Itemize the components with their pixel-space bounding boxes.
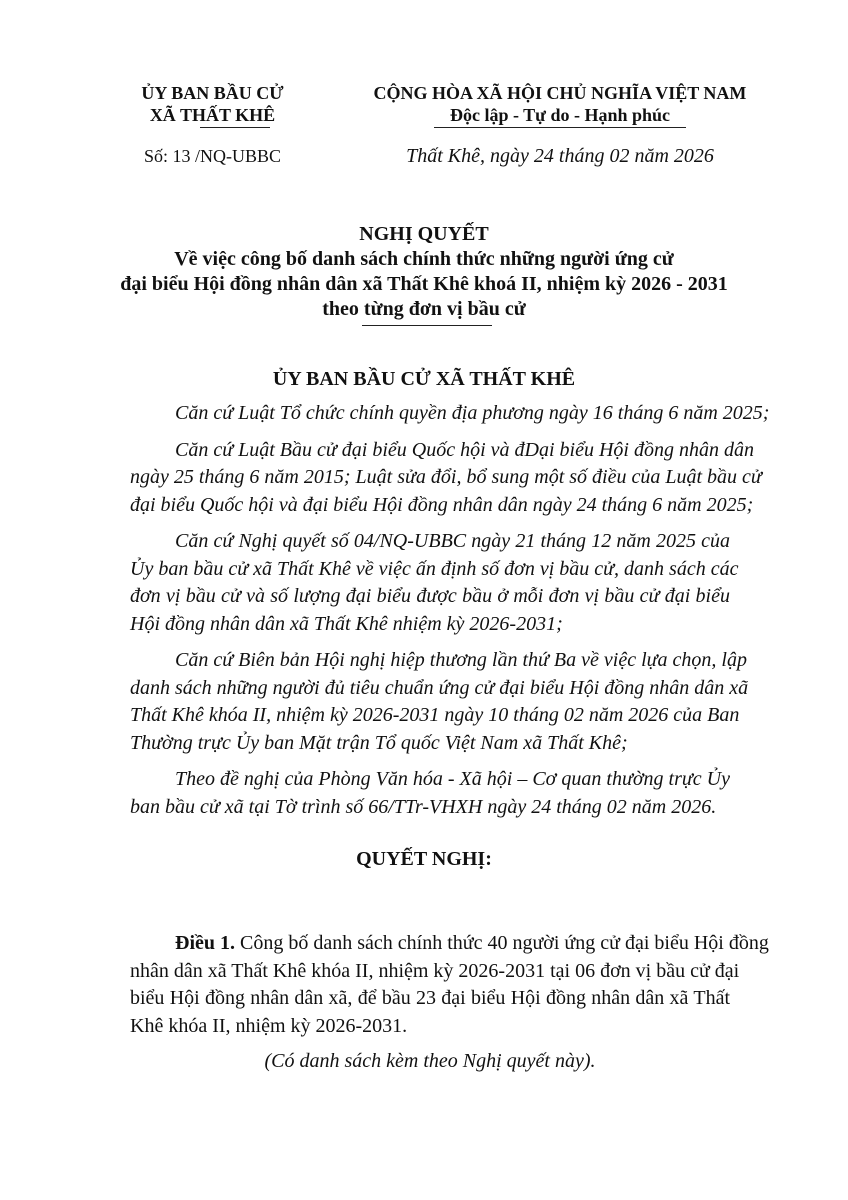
subject-line: Về việc công bố danh sách chính thức những người ứng cử bbox=[174, 248, 674, 270]
document-type: NGHỊ QUYẾT bbox=[359, 223, 489, 245]
text-line: Thất Khê khóa II, nhiệm kỳ 2026-2031 ngày 10 tháng 02 năm 2026 của Ban bbox=[130, 704, 740, 726]
text-line: danh sách những người đủ tiêu chuẩn ứng cử đại biểu Hội đồng nhân dân xã bbox=[130, 676, 749, 699]
text-line: Theo đề nghị của Phòng Văn hóa - Xã hội – Cơ quan thường trực Ủy bbox=[175, 768, 730, 790]
org-line-1: ỦY BAN BẦU CỬ bbox=[141, 83, 284, 103]
org-line-2: XÃ THẤT KHÊ bbox=[149, 105, 276, 125]
text-line: đơn vị bầu cử và số lượng đại biểu được bầu ở mỗi đơn vị bầu cử đại biểu bbox=[130, 585, 730, 607]
subject-line: theo từng đơn vị bầu cử bbox=[322, 298, 526, 320]
issuer-heading: ỦY BAN BẦU CỬ XÃ THẤT KHÊ bbox=[272, 368, 576, 390]
article-label: Điều 1. bbox=[175, 932, 235, 954]
attachment-note: (Có danh sách kèm theo Nghị quyết này). bbox=[264, 1050, 596, 1072]
text-line: Khê khóa II, nhiệm kỳ 2026-2031. bbox=[130, 1014, 408, 1037]
text-line: ban bầu cử xã tại Tờ trình số 66/TTr-VHXH ngày 24 tháng 02 năm 2026. bbox=[130, 795, 717, 818]
text-line: Căn cứ Biên bản Hội nghị hiệp thương lần thứ Ba về việc lựa chọn, lập bbox=[175, 649, 747, 671]
text-line: Căn cứ Luật Bầu cử đại biểu Quốc hội và đDại biểu Hội đồng nhân dân bbox=[175, 438, 754, 461]
document-title bbox=[100, 222, 748, 322]
preamble-paragraph bbox=[130, 647, 749, 757]
issuing-org bbox=[120, 82, 305, 126]
document-number: Số: 13 /NQ-UBBC bbox=[143, 146, 282, 166]
text-line: Căn cứ Luật Tổ chức chính quyền địa phương ngày 16 tháng 6 năm 2025; bbox=[175, 402, 770, 424]
preamble-paragraph bbox=[130, 400, 770, 428]
text-line: Thường trực Ủy ban Mặt trận Tổ quốc Việt Nam xã Thất Khê; bbox=[130, 731, 628, 754]
decision-heading: QUYẾT NGHỊ: bbox=[356, 848, 492, 870]
preamble-paragraph bbox=[130, 766, 730, 821]
title-underline bbox=[362, 325, 492, 326]
article-1 bbox=[130, 930, 769, 1040]
text-line: nhân dân xã Thất Khê khóa II, nhiệm kỳ 2026-2031 tại 06 đơn vị bầu cử đại bbox=[130, 959, 740, 982]
preamble-paragraph bbox=[130, 528, 739, 638]
text-line: Hội đồng nhân dân xã Thất Khê nhiệm kỳ 2026-2031; bbox=[130, 612, 563, 635]
national-motto: Độc lập - Tự do - Hạnh phúc bbox=[449, 105, 671, 125]
preamble-paragraph bbox=[130, 437, 762, 520]
text-line: Ủy ban bầu cử xã Thất Khê về việc ấn định số đơn vị bầu cử, danh sách các bbox=[130, 557, 739, 580]
text-line: ngày 25 tháng 6 năm 2015; Luật sửa đổi, bổ sung một số điều của Luật bầu cử bbox=[130, 466, 762, 488]
subject-line: đại biểu Hội đồng nhân dân xã Thất Khê khoá II, nhiệm kỳ 2026 - 2031 bbox=[120, 273, 728, 295]
nation-name: CỘNG HÒA XÃ HỘI CHỦ NGHĨA VIỆT NAM bbox=[373, 83, 747, 103]
org-underline bbox=[200, 127, 270, 128]
text-line: Căn cứ Nghị quyết số 04/NQ-UBBC ngày 21 tháng 12 năm 2025 của bbox=[175, 530, 730, 552]
place-date: Thất Khê, ngày 24 tháng 02 năm 2026 bbox=[406, 145, 714, 167]
text-line: đại biểu Quốc hội và đại biểu Hội đồng nhân dân ngày 24 tháng 6 năm 2025; bbox=[130, 493, 754, 516]
text-line: biểu Hội đồng nhân dân xã, để bầu 23 đại biểu Hội đồng nhân dân xã Thất bbox=[130, 987, 730, 1009]
preamble bbox=[130, 400, 770, 821]
motto-underline bbox=[434, 127, 686, 128]
national-header bbox=[355, 82, 765, 126]
text-line: Công bố danh sách chính thức 40 người ứng cử đại biểu Hội đồng bbox=[235, 932, 769, 954]
